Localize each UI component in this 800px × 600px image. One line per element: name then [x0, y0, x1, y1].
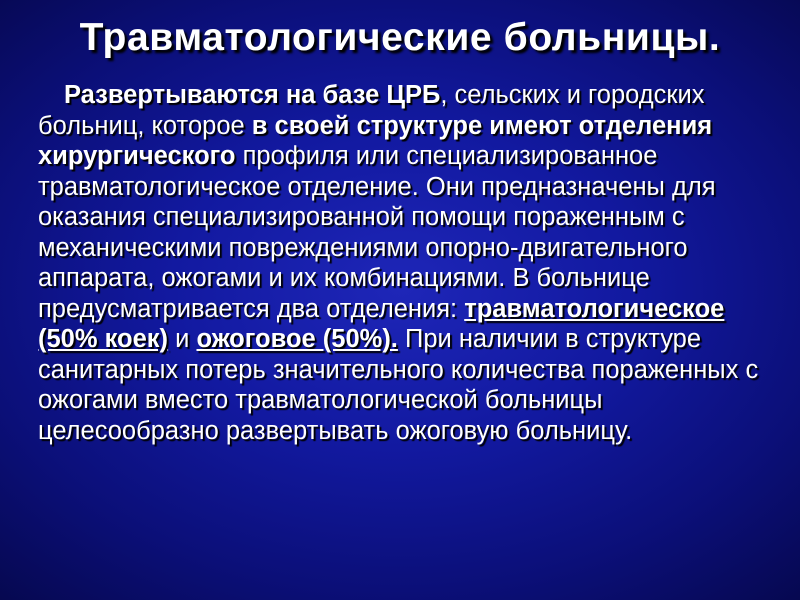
slide-title: Травматологические больницы.: [79, 16, 721, 59]
body-segment: При наличии в структуре санитарных потерь значительного количества пораженных с ожогами вместо травматологической больницы целесообразно развертывать ожоговую больницу.: [38, 325, 759, 445]
body-segment-lead: Развертываются на базе ЦРБ: [64, 81, 441, 109]
slide-body-text: [38, 80, 786, 446]
body-segment: , сельских и городских больниц, которое: [38, 81, 705, 140]
body-segment-trauma-department: травматологическое (50% коек): [38, 294, 725, 353]
body-segment: профиля или специализированное травматологическое отделение. Они предназначены для оказания специализированной помощи пораженным с механическими повреждениями опорно-двигательного аппарата, ожогами и их комбинациями. В больнице предусматривается два отделения:: [38, 142, 716, 323]
body-segment-burn-department: ожоговое (50%).: [196, 325, 398, 353]
body-segment: и: [168, 325, 197, 353]
body-segment-emphasis: в своей структуре имеют отделения хирургического: [38, 111, 713, 170]
